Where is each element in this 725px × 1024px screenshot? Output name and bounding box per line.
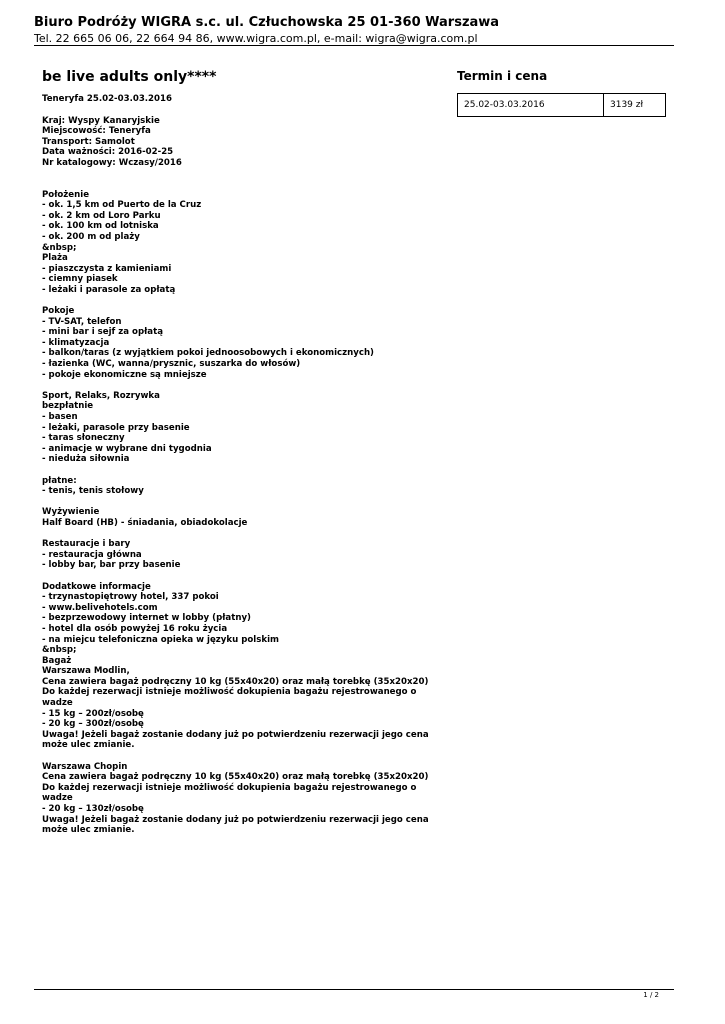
company-contact: Tel. 22 665 06 06, 22 664 94 86, www.wigra.com.pl, e-mail: wigra@wigra.com.pl xyxy=(34,32,478,45)
document-header xyxy=(34,14,674,46)
offer-title: be live adults only**** xyxy=(42,69,217,85)
offer-description: Położenie - ok. 1,5 km od Puerto de la Cruz - ok. 2 km od Loro Parku - ok. 100 km od lotniska - ok. 200 m od plaży &nbsp; Plaża - piaszczysta z kamieniami - ciemny piasek - leżaki i parasole za opłatą Pokoje - TV-SAT, telefon - mini bar i sejf za opłatą - klimatyzacja - balkon/taras (z wyjątkiem pokoi jednoosobowych i ekonomicznych) - łazienka (WC, wanna/prysznic, suszarka do włosów) - pokoje ekonomiczne są mniejsze Sport, Relaks, Rozrywka bezpłatnie - basen - leżaki, parasole przy basenie - taras słoneczny - animacje w wybrane dni tygodnia - nieduża siłownia płatne: - tenis, tenis stołowy Wyżywienie Half Board (HB) - śniadania, obiadokolacje Restauracje i bary - restauracja główna - lobby bar, bar przy basenie Dodatkowe informacje - trzynastopiętrowy hotel, 337 pokoi - www.belivehotels.com - bezprzewodowy internet w lobby (płatny) - hotel dla osób powyżej 16 roku życia - na miejcu telefoniczna opieka w języku polskim &nbsp; Bagaż Warszawa Modlin, Cena zawiera bagaż podręczny 10 kg (55x40x20) oraz małą torebkę (35x20x20) Do każdej rezerwacji istnieje możliwość dokupienia bagażu rejestrowanego o wadze - 15 kg – 200zł/osobę - 20 kg – 300zł/osobę Uwaga! Jeżeli bagaż zostanie dodany już po potwierdzeniu rezerwacji jego cena może ulec zmianie. Warszawa Chopin Cena zawiera bagaż podręczny 10 kg (55x40x20) oraz małą torebkę (35x20x20) Do każdej rezerwacji istnieje możliwość dokupienia bagażu rejestrowanego o wadze - 20 kg – 130zł/osobę Uwaga! Jeżeli bagaż zostanie dodany już po potwierdzeniu rezerwacji jego cena może ulec zmianie. xyxy=(42,189,429,836)
company-name-address: Biuro Podróży WIGRA s.c. ul. Człuchowska 25 01-360 Warszawa xyxy=(34,15,500,30)
footer-divider xyxy=(34,989,674,990)
offer-meta: Kraj: Wyspy Kanaryjskie Miejscowość: Teneryfa Transport: Samolot Data ważności: 2016-02-25 Nr katalogowy: Wczasy/2016 xyxy=(42,115,182,168)
price-table xyxy=(457,93,666,117)
header-divider xyxy=(34,45,674,46)
price-section xyxy=(457,68,666,117)
offer-subtitle: Teneryfa 25.02-03.03.2016 xyxy=(42,94,172,104)
term-price: 3139 zł xyxy=(604,94,666,117)
offer-details xyxy=(42,68,442,836)
table-row xyxy=(458,94,666,117)
term-dates: 25.02-03.03.2016 xyxy=(458,94,604,117)
price-heading: Termin i cena xyxy=(457,69,548,83)
page-number: 1 / 2 xyxy=(643,991,659,999)
